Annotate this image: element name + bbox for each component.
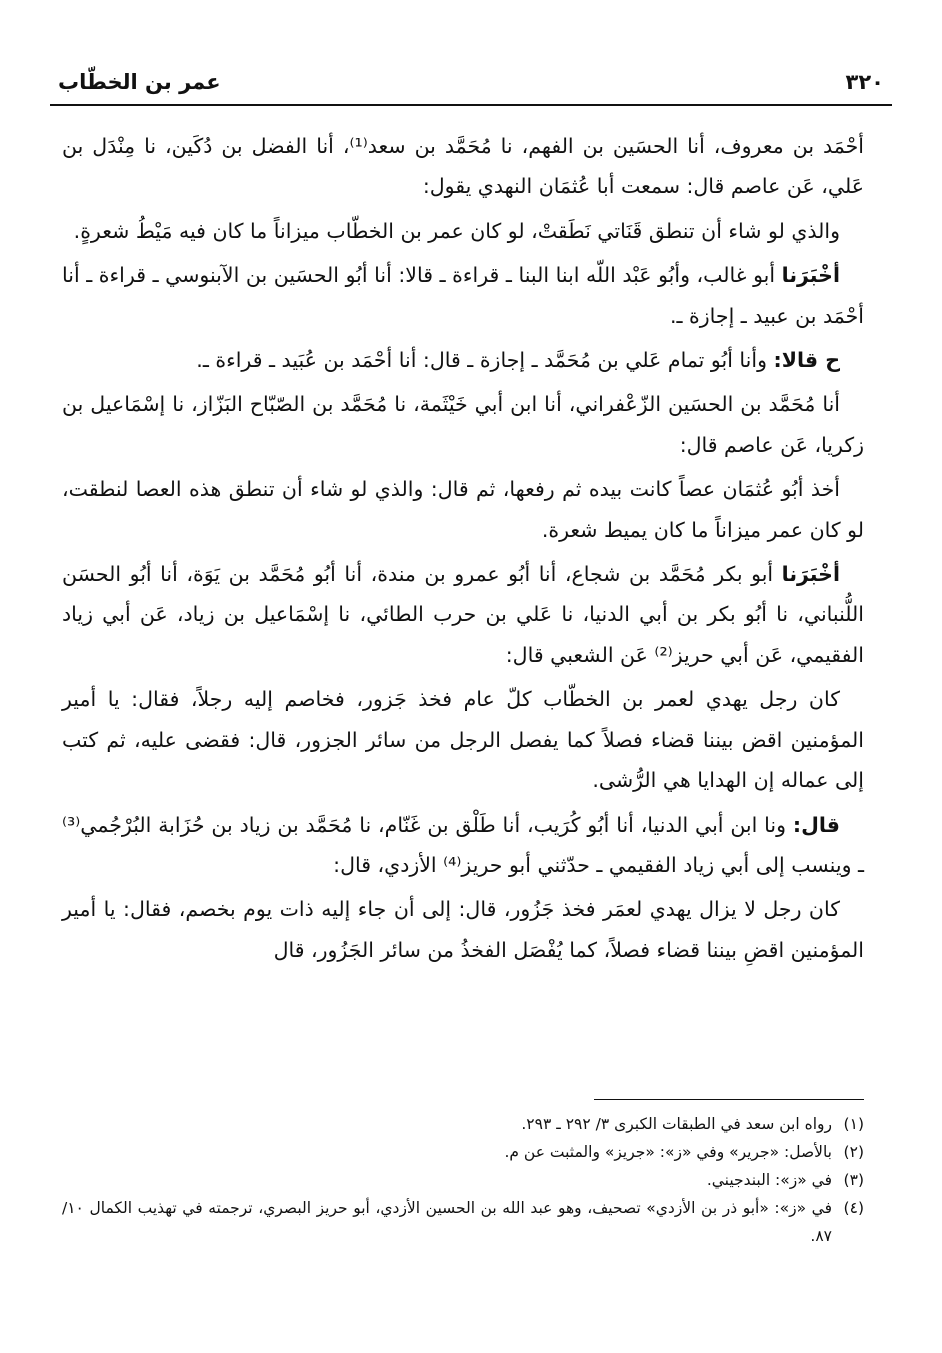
- paragraph: [62, 126, 864, 207]
- paragraph-lead: أخْبَرَنا: [781, 263, 840, 288]
- footnote: [62, 1194, 864, 1250]
- paragraph: [62, 340, 864, 380]
- paragraph-text: أخذ أبُو عُثمَان عصاً كانت بيده ثم رفعها، ثم قال: والذي لو شاء أن تنطق هذه العصا لنطقت، لو كان عمر ميزاناً ما كان يميط شعرة.: [62, 477, 864, 542]
- running-title: عمر بن الخطّاب: [58, 70, 221, 94]
- paragraph-lead: قال:: [792, 812, 840, 837]
- paragraph-text: ونا ابن أبي الدنيا، أنا أبُو كُرَيب، أنا طَلْق بن غَنّام، نا مُحَمَّد بن زياد بن حُزَابة البُرْجُمي⁽³⁾ ـ وينسب إلى أبي زياد الفقيمي ـ حدّثني أبو حريز⁽⁴⁾ الأزدي، قال:: [62, 812, 864, 877]
- footnote-divider: [594, 1099, 864, 1100]
- paragraph-lead: ح قالا:: [773, 348, 840, 373]
- footnote-number: (١): [843, 1115, 864, 1133]
- paragraph-text: أبو غالب، وأبُو عَبْد اللّه ابنا البنا ـ قراءة ـ قالا: أنا أبُو الحسَين بن الآبنوسي ـ قراءة ـ أنا أحْمَد بن عبيد ـ إجازة ـ.: [62, 263, 864, 328]
- footnote-number: (٢): [843, 1143, 864, 1161]
- footnote-text: في «ز»: «أبو ذر بن الأزدي» تصحيف، وهو عبد الله بن الحسين الأزدي، أبو حريز البصري، ترجمته في تهذيب الكمال ١٠/ ٨٧.: [62, 1199, 832, 1245]
- paragraph: [62, 805, 864, 886]
- paragraph: [62, 211, 864, 251]
- footnote-text: رواه ابن سعد في الطبقات الكبرى ٣/ ٢٩٢ ـ ٢٩٣.: [521, 1115, 832, 1133]
- paragraph-lead: أخْبَرَنا: [781, 562, 840, 587]
- footnotes: [62, 1110, 864, 1250]
- main-text: [62, 126, 864, 974]
- footnote: [62, 1110, 864, 1138]
- paragraph: [62, 889, 864, 970]
- paragraph-text: كان رجل يهدي لعمر بن الخطّاب كلّ عام فخذ جَزور، فخاصم إليه رجلاً، فقال: يا أمير المؤمنين اقض بيننا قضاء فصلاً كما يفصل الرجل من سائر الجزور، قال: فقضى عليه، ثم كتب إلى عماله إن الهدايا هي الرُّشى.: [62, 687, 864, 793]
- footnote-text: في «ز»: البندجيني.: [706, 1171, 832, 1189]
- paragraph: [62, 384, 864, 465]
- footnote-number: (٣): [843, 1171, 864, 1189]
- paragraph-text: أبو بكر مُحَمَّد بن شجاع، أنا أبُو عمرو بن مندة، أنا أبُو مُحَمَّد بن يَوَة، أنا أبُو الحسَن اللُّنباني، نا أبُو بكر بن أبي الدنيا، نا عَلي بن حرب الطائي، نا إسْمَاعيل بن زياد، عَن أبي زياد الفقيمي، عَن أبي حريز⁽²⁾ عَن الشعبي قال:: [62, 562, 864, 667]
- header-divider: [50, 104, 892, 106]
- footnote-text: بالأصل: «جرير» وفي «ز»: «جريز» والمثبت عن م.: [504, 1143, 832, 1161]
- paragraph: [62, 679, 864, 800]
- footnote: [62, 1166, 864, 1194]
- footnote-number: (٤): [843, 1199, 864, 1217]
- paragraph: [62, 469, 864, 550]
- paragraph-text: وأنا أبُو تمام عَلي بن مُحَمَّد ـ إجازة ـ قال: أنا أحْمَد بن عُبَيد ـ قراءة ـ.: [196, 348, 767, 373]
- footnote: [62, 1138, 864, 1166]
- paragraph-text: أحْمَد بن معروف، أنا الحسَين بن الفهم، نا مُحَمَّد بن سعد⁽¹⁾، أنا الفضل بن دُكَين، نا مِنْدَل بن عَلي، عَن عاصم قال: سمعت أبا عُثمَان النهدي يقول:: [62, 134, 864, 199]
- paragraph: [62, 554, 864, 675]
- page-header: [58, 62, 884, 102]
- paragraph-text: والذي لو شاء أن تنطق قَنَاتي نَطَقتْ، لو كان عمر بن الخطّاب ميزاناً ما كان فيه مَيْطُ شعرةٍ.: [73, 218, 840, 243]
- paragraph-text: كان رجل لا يزال يهدي لعمَر فخذ جَزُور، قال: إلى أن جاء إليه ذات يوم بخصم، فقال: يا أمير المؤمنين اقضِ بيننا قضاء فصلاً، كما يُفْصَل الفخذُ من سائر الجَزُور، قال: [62, 897, 864, 962]
- paragraph: [62, 255, 864, 336]
- page-number: ٣٢٠: [845, 70, 884, 94]
- paragraph-text: أنا مُحَمَّد بن الحسَين الزّعْفراني، أنا ابن أبي خَيْثَمة، نا مُحَمَّد بن الصّبّاح البَزّاز، نا إسْمَاعيل بن زكريا، عَن عاصم قال:: [62, 392, 864, 457]
